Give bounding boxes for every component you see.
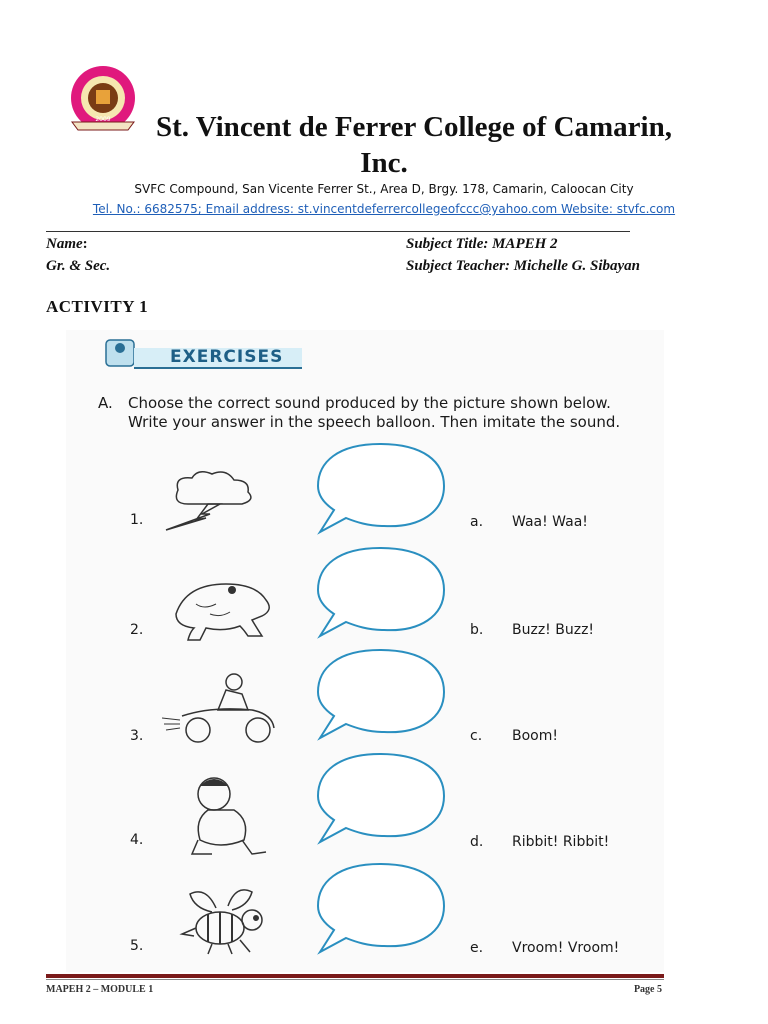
- footer-module: MAPEH 2 – MODULE 1: [46, 984, 154, 995]
- choice-letter: c.: [470, 728, 483, 744]
- exercises-banner-text: EXERCISES: [170, 347, 284, 367]
- footer-divider-bar: [46, 974, 664, 978]
- item-number: 2.: [130, 622, 144, 638]
- instruction-text: Choose the correct sound produced by the picture shown below. Write your answer in the speech balloon. Then imitate the sound.: [128, 394, 621, 431]
- choice-letter: d.: [470, 834, 484, 850]
- speech-balloon-4[interactable]: [312, 750, 448, 846]
- item-number: 5.: [130, 938, 144, 954]
- item-number: 4.: [130, 832, 144, 848]
- activity-title: ACTIVITY 1: [46, 297, 149, 316]
- choice-text: Boom!: [512, 728, 558, 744]
- grade-section-label: Gr. & Sec.: [46, 258, 111, 274]
- subject-title: Subject Title: MAPEH 2: [406, 236, 558, 252]
- thunder-cloud-picture: [160, 468, 280, 532]
- choice-text: Vroom! Vroom!: [512, 940, 620, 956]
- subject-teacher: Subject Teacher: Michelle G. Sibayan: [406, 258, 641, 274]
- footer-divider-line: [46, 979, 664, 980]
- choice-text: Ribbit! Ribbit!: [512, 834, 610, 850]
- choice-text: Buzz! Buzz!: [512, 622, 595, 638]
- college-name-line1: St. Vincent de Ferrer College of Camarin,: [156, 111, 672, 143]
- item-number: 1.: [130, 512, 144, 528]
- exercises-banner: [104, 334, 304, 374]
- speech-balloon-2[interactable]: [312, 544, 448, 640]
- college-contact-link[interactable]: Tel. No.: 6682575; Email address: st.vincentdeferrercollegeofccc@yahoo.com Website: stvfc.com: [92, 202, 676, 216]
- svg-text:2009: 2009: [95, 116, 111, 123]
- speech-balloon-1[interactable]: [312, 440, 448, 536]
- choice-letter: e.: [470, 940, 484, 956]
- choice-letter: b.: [470, 622, 484, 638]
- name-field-label: Name:: [46, 236, 88, 252]
- boy-on-motorcycle-picture: [162, 670, 280, 748]
- choice-text: Waa! Waa!: [512, 514, 588, 530]
- college-address: SVFC Compound, San Vicente Ferrer St., Area D, Brgy. 178, Camarin, Caloocan City: [134, 182, 634, 196]
- instruction-letter: A.: [98, 394, 113, 412]
- item-number: 3.: [130, 728, 144, 744]
- college-name-line2: Inc.: [360, 147, 408, 179]
- crying-baby-picture: [184, 772, 274, 860]
- footer-page-number: Page 5: [633, 984, 662, 995]
- choice-letter: a.: [470, 514, 484, 530]
- speech-balloon-5[interactable]: [312, 860, 448, 956]
- header-divider: [46, 231, 630, 232]
- speech-balloon-3[interactable]: [312, 646, 448, 742]
- bee-picture: [176, 884, 276, 956]
- frog-picture: [166, 574, 276, 644]
